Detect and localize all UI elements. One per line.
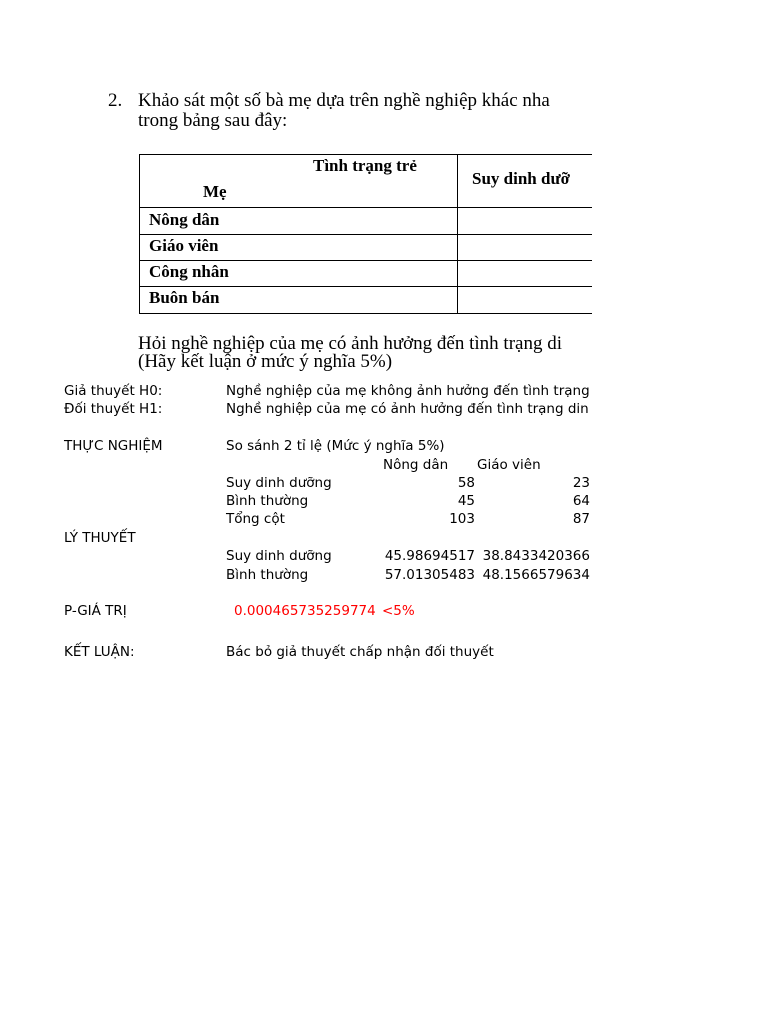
obs-row-label: Tổng cột bbox=[226, 511, 285, 527]
obs-value: 45 bbox=[457, 493, 475, 509]
table-row-label: Nông dân bbox=[149, 210, 220, 229]
table-col-header: Suy dinh dưỡ bbox=[472, 169, 571, 188]
pvalue: 0.000465735259774 bbox=[234, 603, 376, 619]
pvalue-label: P-GIÁ TRỊ bbox=[64, 603, 127, 619]
obs-value: 23 bbox=[572, 475, 590, 491]
h1-text: Nghề nghiệp của mẹ có ảnh hưởng đến tình trạng din bbox=[226, 401, 589, 417]
table-row-label: Công nhân bbox=[149, 262, 229, 281]
exp-row-label: Suy dinh dưỡng bbox=[226, 548, 332, 564]
obs-row-label: Suy dinh dưỡng bbox=[226, 475, 332, 491]
exp-value: 48.1566579634 bbox=[482, 567, 590, 583]
h0-label: Giả thuyết H0: bbox=[64, 383, 163, 399]
compare-text: So sánh 2 tỉ lệ (Mức ý nghĩa 5%) bbox=[226, 438, 445, 454]
h0-text: Nghề nghiệp của mẹ không ảnh hưởng đến tình trạng bbox=[226, 383, 590, 399]
table-corner-bottom: Mẹ bbox=[203, 182, 227, 201]
exp-value: 38.8433420366 bbox=[482, 548, 590, 564]
table-corner-top: Tình trạng trẻ bbox=[313, 156, 417, 175]
question-text-line2: trong bảng sau đây: bbox=[138, 110, 288, 131]
exp-value: 45.98694517 bbox=[384, 548, 475, 564]
conclusion-label: KẾT LUẬN: bbox=[64, 644, 135, 660]
conclusion-text: Bác bỏ giả thuyết chấp nhận đối thuyết bbox=[226, 644, 494, 660]
spreadsheet-area bbox=[0, 380, 592, 680]
pvalue-comparison: <5% bbox=[382, 603, 415, 619]
table-row-label: Buôn bán bbox=[149, 288, 220, 307]
obs-row-label: Bình thường bbox=[226, 493, 309, 509]
question-text-line4: (Hãy kết luận ở mức ý nghĩa 5%) bbox=[138, 351, 393, 372]
question-number: 2. bbox=[108, 90, 123, 111]
problem-image bbox=[0, 0, 592, 380]
obs-value: 87 bbox=[572, 511, 590, 527]
exp-row-label: Bình thường bbox=[226, 567, 309, 583]
question-text-line3: Hỏi nghề nghiệp của mẹ có ảnh hưởng đến tình trạng di bbox=[138, 333, 562, 354]
col-header-giao-vien: Giáo viên bbox=[477, 457, 541, 473]
obs-value: 103 bbox=[449, 511, 475, 527]
col-header-nong-dan: Nông dân bbox=[383, 457, 449, 473]
problem-table bbox=[139, 154, 592, 314]
question-text-line1: Khảo sát một số bà mẹ dựa trên nghề nghiệp khác nha bbox=[138, 90, 550, 111]
obs-value: 64 bbox=[572, 493, 590, 509]
obs-value: 58 bbox=[457, 475, 475, 491]
expected-label: LÝ THUYẾT bbox=[64, 530, 136, 546]
table-row-label: Giáo viên bbox=[149, 236, 219, 255]
exp-value: 57.01305483 bbox=[384, 567, 475, 583]
observed-label: THỰC NGHIỆM bbox=[64, 438, 163, 454]
h1-label: Đối thuyết H1: bbox=[64, 401, 163, 417]
